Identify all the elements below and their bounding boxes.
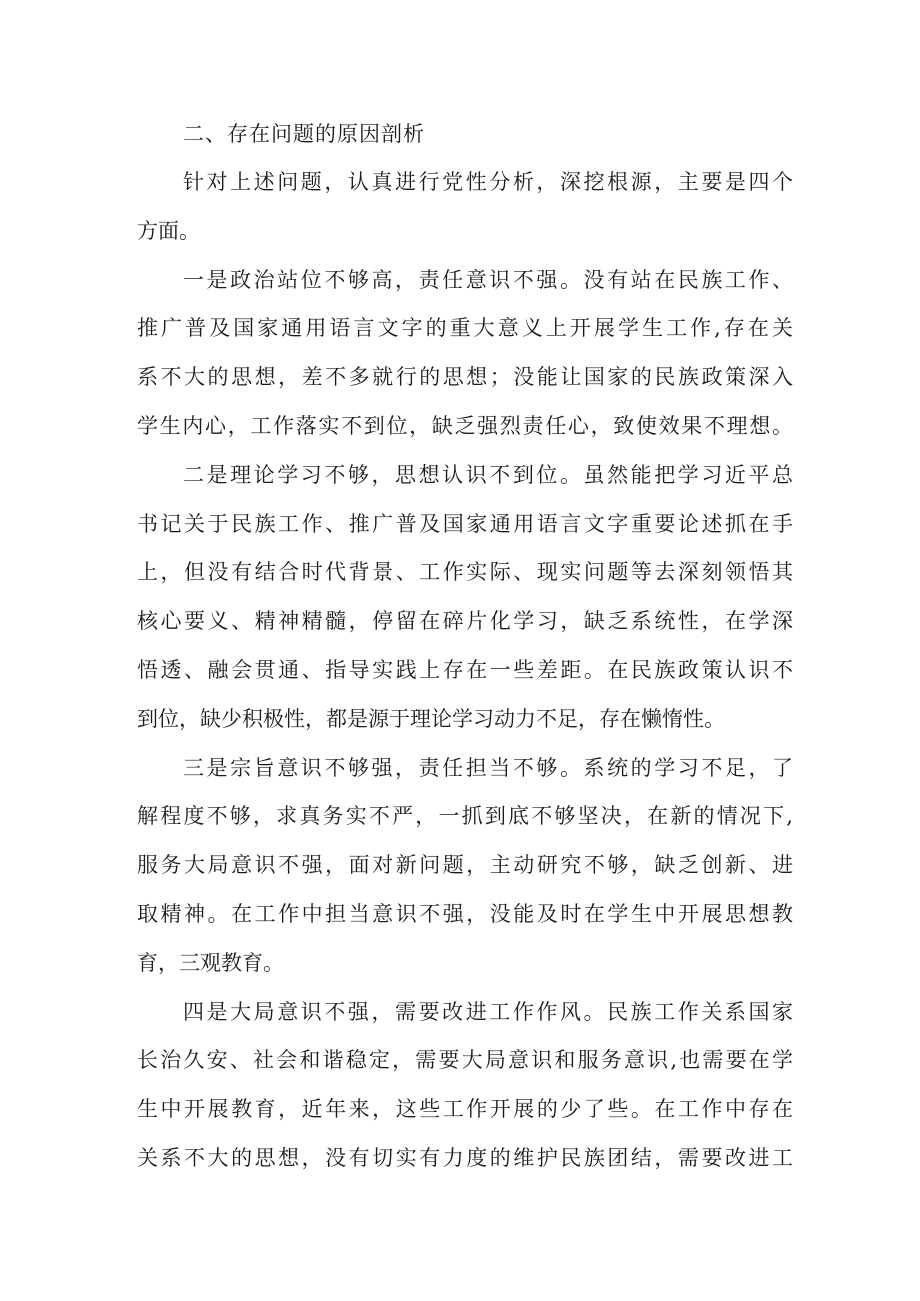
paragraph-line: 系不大的思想，差不多就行的思想；没能让国家的民族政策深入 [137, 365, 793, 390]
paragraph-line: 一是政治站位不够高，责任意识不强。没有站在民族工作、 [183, 267, 793, 292]
paragraph-line: 上，但没有结合时代背景、工作实际、现实问题等去深刻领悟其 [137, 560, 793, 585]
paragraph-theory-study [137, 451, 793, 744]
paragraph-line: 推广普及国家通用语言文字的重大意义上开展学生工作,存在关 [137, 316, 793, 341]
paragraph-line: 四是大局意识不强，需要改进工作作风。民族工作关系国家 [183, 999, 793, 1024]
paragraph-line: 育，三观教育。 [137, 950, 284, 975]
paragraph-line: 二是理论学习不够，思想认识不到位。虽然能把学习近平总 [183, 462, 793, 487]
paragraph-line: 生中开展教育，近年来，这些工作开展的少了些。在工作中存在 [137, 1097, 793, 1122]
paragraph-intro [137, 158, 793, 256]
paragraph-line: 服务大局意识不强，面对新问题，主动研究不够，缺乏创新、进 [137, 853, 793, 878]
paragraph-political-stance [137, 256, 793, 451]
paragraph-line: 关系不大的思想，没有切实有力度的维护民族团结，需要改进工 [137, 1145, 793, 1170]
paragraph-line: 取精神。在工作中担当意识不强，没能及时在学生中开展思想教 [137, 901, 793, 926]
paragraph-overall-situation [137, 988, 793, 1183]
paragraph-line: 解程度不够，求真务实不严，一抓到底不够坚决，在新的情况下, [137, 804, 793, 829]
section-heading: 二、存在问题的原因剖析 [183, 122, 425, 146]
paragraph-line: 悟透、融会贯通、指导实践上存在一些差距。在民族政策认识不 [137, 657, 793, 682]
document-body [137, 110, 793, 1183]
paragraph-line: 核心要义、精神精髓，停留在碎片化学习，缺乏系统性，在学深 [137, 609, 793, 634]
paragraph-purpose-awareness [137, 744, 793, 988]
paragraph-line: 到位，缺少积极性，都是源于理论学习动力不足，存在懒惰性。 [137, 706, 725, 731]
paragraph-line: 学生内心，工作落实不到位，缺乏强烈责任心，致使效果不理想。 [137, 413, 793, 438]
paragraph-line: 长治久安、社会和谐稳定，需要大局意识和服务意识,也需要在学 [137, 1048, 793, 1073]
paragraph-line: 三是宗旨意识不够强，责任担当不够。系统的学习不足，了 [183, 755, 793, 780]
paragraph-line: 方面。 [137, 218, 200, 243]
paragraph-line: 书记关于民族工作、推广普及国家通用语言文字重要论述抓在手 [137, 511, 793, 536]
paragraph-line: 针对上述问题，认真进行党性分析，深挖根源，主要是四个 [183, 170, 793, 194]
